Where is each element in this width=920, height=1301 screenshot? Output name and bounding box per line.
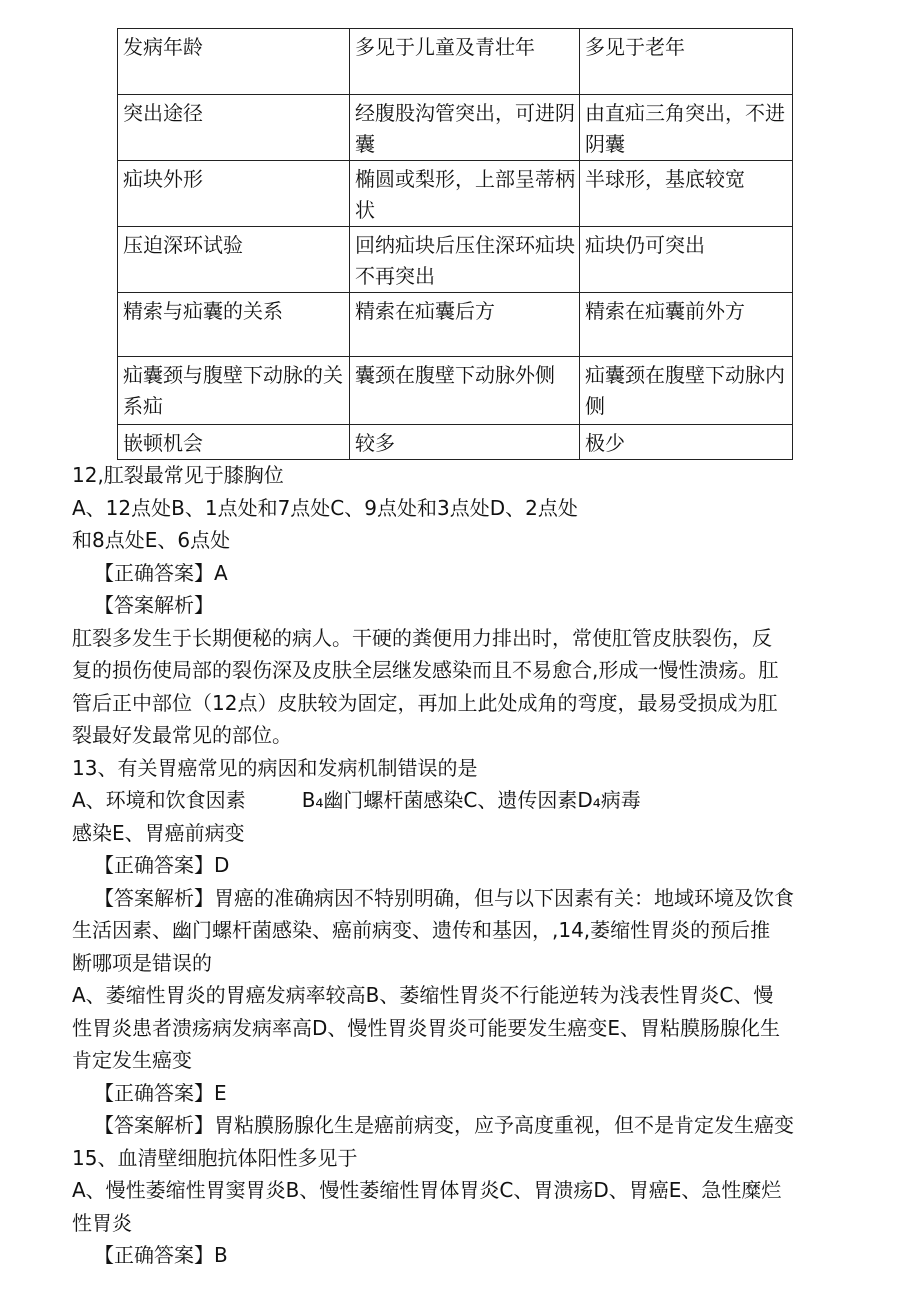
question-13-stem: 13、有关胃癌常见的病因和发病机制错误的是 — [72, 755, 478, 780]
table-row — [118, 425, 793, 460]
table-row — [118, 29, 793, 95]
question-14-options: A、萎缩性胃炎的胃癌发病率较高B、萎缩性胃炎不行能逆转为浅表性胃炎C、慢 — [72, 983, 774, 1007]
table-cell: 半球形，基底较宽 — [580, 161, 793, 227]
question-12-analysis-label: 【答案解析】 — [94, 593, 214, 617]
comparison-table — [117, 28, 793, 460]
question-12-stem: 12,肛裂最常见于膝胸位 — [72, 463, 284, 487]
question-15-options: 性胃炎 — [72, 1210, 132, 1235]
question-12-options: 和8点处E、6点处 — [72, 528, 231, 552]
table-cell: 嵌顿机会 — [118, 425, 350, 460]
table-cell: 椭圆或梨形，上部呈蒂柄状 — [350, 161, 580, 227]
table-cell: 精索与疝囊的关系 — [118, 293, 350, 357]
table-row — [118, 293, 793, 357]
table-cell: 疝囊颈在腹壁下动脉内侧 — [580, 357, 793, 425]
question-text — [72, 459, 852, 1272]
option-b-to-d: B₄幽门螺杆菌感染C、遗传因素D₄病毒 — [301, 788, 641, 812]
table-cell: 压迫深环试验 — [118, 227, 350, 293]
table-cell: 精索在疝囊后方 — [350, 293, 580, 357]
table-cell: 疝块外形 — [118, 161, 350, 227]
question-15-options: A、慢性萎缩性胃窦胃炎B、慢性萎缩性胃体胃炎C、胃溃疡D、胃癌E、急性糜烂 — [72, 1178, 782, 1202]
question-13-options: 感染E、胃癌前病变 — [72, 820, 245, 845]
question-13-analysis: 【答案解析】胃癌的准确病因不特别明确，但与以下因素有关：地域环境及饮食 — [94, 885, 794, 910]
question-14-answer: 【正确答案】E — [94, 1080, 227, 1105]
question-15-answer: 【正确答案】B — [94, 1243, 228, 1267]
question-12-options: A、12点处B、1点处和7点处C、9点处和3点处D、2点处 — [72, 495, 578, 520]
table-cell: 极少 — [580, 425, 793, 460]
table-cell: 经腹股沟管突出，可进阴囊 — [350, 95, 580, 161]
question-13-options — [72, 784, 852, 817]
table-cell: 较多 — [350, 425, 580, 460]
question-14-options: 性胃炎患者溃疡病发病率高D、慢性胃炎胃炎可能要发生癌变E、胃粘膜肠腺化生 — [72, 1015, 781, 1040]
question-12-analysis: 肛裂多发生于长期便秘的病人。干硬的粪便用力排出时，常使肛管皮肤裂伤，反 — [72, 625, 772, 650]
question-13-analysis: 生活因素、幽门螺杆菌感染、癌前病变、遗传和基因，,14,萎缩性胃炎的预后推 — [72, 918, 771, 942]
table-cell: 疝块仍可突出 — [580, 227, 793, 293]
question-12-analysis: 裂最好发最常见的部位。 — [72, 723, 292, 747]
table-cell: 囊颈在腹壁下动脉外侧 — [350, 357, 580, 425]
table-row — [118, 357, 793, 425]
option-a: A、环境和饮食因素 — [72, 788, 246, 812]
table-cell: 多见于儿童及青壮年 — [350, 29, 580, 95]
question-15-stem: 15、血清壁细胞抗体阳性多见于 — [72, 1145, 358, 1170]
table-cell: 精索在疝囊前外方 — [580, 293, 793, 357]
question-14-analysis: 【答案解析】胃粘膜肠腺化生是癌前病变，应予高度重视，但不是肯定发生癌变 — [94, 1113, 794, 1137]
question-13-answer: 【正确答案】D — [94, 853, 230, 877]
table-cell: 多见于老年 — [580, 29, 793, 95]
table-cell: 回纳疝块后压住深环疝块不再突出 — [350, 227, 580, 293]
table-row — [118, 227, 793, 293]
question-14-options: 肯定发生癌变 — [72, 1048, 192, 1072]
table-cell: 突出途径 — [118, 95, 350, 161]
table-cell: 由直疝三角突出，不进阴囊 — [580, 95, 793, 161]
table-row — [118, 161, 793, 227]
question-12-analysis: 复的损伤使局部的裂伤深及皮肤全层继发感染而且不易愈合,形成一慢性溃疡。肛 — [72, 658, 779, 682]
question-12-answer: 【正确答案】A — [94, 560, 228, 585]
question-14-stem: 断哪项是错误的 — [72, 950, 212, 975]
table-cell: 发病年龄 — [118, 29, 350, 95]
question-12-analysis: 管后正中部位（12点）皮肤较为固定，再加上此处成角的弯度，最易受损成为肛 — [72, 690, 778, 715]
table-cell: 疝囊颈与腹壁下动脉的关系疝 — [118, 357, 350, 425]
table-row — [118, 95, 793, 161]
